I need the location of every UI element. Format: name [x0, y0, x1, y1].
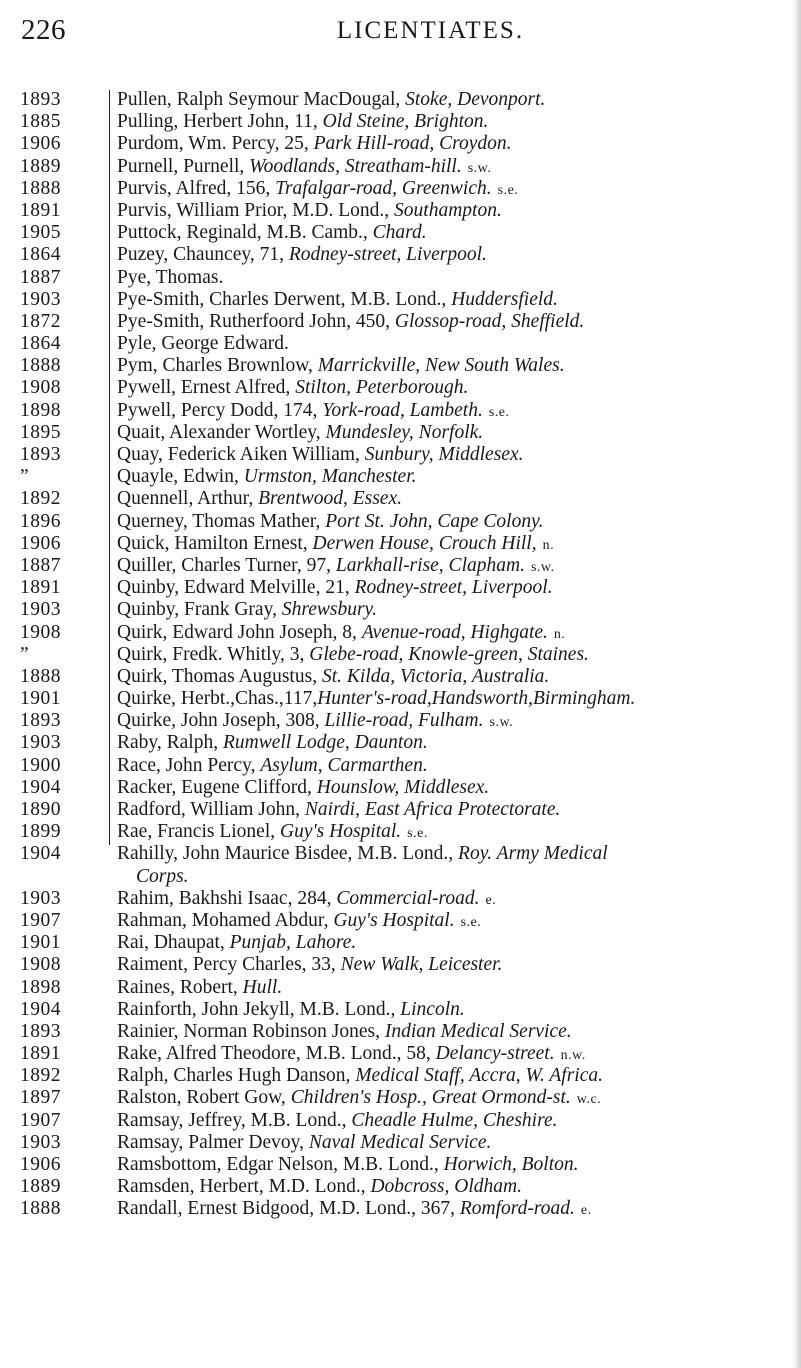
entry-name: Pye-Smith, Charles Derwent, M.B. Lond., — [117, 288, 452, 310]
entry-address: Avenue-road, Highgate. — [361, 621, 548, 643]
entry-text — [117, 355, 571, 379]
entry-name: Quirk, Fredk. Whitly, 3, — [117, 643, 310, 665]
entry-name: Raby, Ralph, — [117, 732, 223, 754]
entry-text — [117, 267, 229, 291]
entry-address: Brentwood, Essex. — [258, 488, 402, 510]
entry-year: 1893 — [20, 710, 61, 732]
entry-address: Glebe-road, Knowle-green, Staines. — [309, 643, 589, 665]
entry-year: 1864 — [20, 244, 61, 266]
entry-address: Dobcross, Oldham. — [370, 1176, 522, 1198]
entry-year: 1903 — [20, 599, 61, 621]
entry-name: Raiment, Percy Charles, 33, — [117, 954, 341, 976]
entry-district: n. — [542, 537, 555, 553]
entry-address: Rumwell Lodge, Daunton. — [222, 732, 428, 754]
page-edge-shadow — [793, 0, 801, 1368]
entry-district: n. — [553, 626, 566, 642]
entry-text — [117, 178, 518, 202]
entry-address: Naval Medical Service. — [308, 1131, 492, 1153]
entry-text — [117, 644, 595, 668]
entry-name: Pyle, George Edward. — [117, 333, 289, 355]
entry-name: Pye, Thomas. — [117, 266, 224, 288]
entry-address: New Walk, Leicester. — [340, 954, 503, 976]
entry-district: s.e. — [488, 404, 510, 420]
entry-year: 1907 — [20, 909, 61, 931]
entry-row — [0, 1198, 801, 1220]
entry-name: Quait, Alexander Wortley, — [117, 421, 326, 443]
entry-address: Woodlands, Streatham-hill. — [249, 155, 462, 177]
entry-text — [117, 666, 555, 690]
entry-row — [0, 333, 801, 355]
entry-row — [0, 843, 801, 865]
entry-name: Quirk, Edward John Joseph, 8, — [117, 621, 362, 643]
entry-text — [117, 466, 423, 490]
entry-district: n.w. — [560, 1048, 586, 1064]
entry-name: Quirke, Herbt.,Chas.,117, — [117, 688, 318, 710]
entry-text — [117, 311, 590, 335]
entry-text — [117, 843, 614, 867]
entry-address: Mundesley, Norfolk. — [325, 421, 484, 443]
entry-address: York-road, Lambeth. — [322, 399, 483, 421]
entry-name: Ramsden, Herbert, M.D. Lond., — [117, 1176, 371, 1198]
entry-address: Park Hill-road, Croydon. — [313, 133, 512, 155]
entry-name: Racker, Eugene Clifford, — [117, 776, 317, 798]
entry-name: Purvis, William Prior, M.D. Lond., — [117, 199, 395, 221]
entry-row — [0, 1065, 801, 1087]
entry-text — [117, 577, 559, 601]
entry-name: Rahilly, John Maurice Bisdee, M.B. Lond., — [117, 843, 459, 865]
entry-year: 1904 — [20, 843, 61, 865]
entry-name: Rake, Alfred Theodore, M.B. Lond., 58, — [117, 1043, 436, 1065]
entry-year: 1891 — [20, 577, 61, 599]
entry-address: Roy. Army Medical — [458, 843, 608, 865]
entry-text — [136, 866, 195, 890]
entry-year: 1888 — [20, 1198, 61, 1220]
entry-row — [0, 178, 801, 200]
entry-year: 1892 — [20, 488, 61, 510]
entry-name: Radford, William John, — [117, 799, 305, 820]
entry-year: 1885 — [20, 111, 61, 133]
entry-year: 1901 — [20, 932, 61, 954]
entry-year: 1899 — [20, 821, 61, 843]
entry-text — [117, 555, 555, 579]
entry-year: 1906 — [20, 1154, 61, 1175]
entry-row — [0, 732, 801, 754]
entry-address: Hunter's-road,Handsworth,Birmingham. — [317, 688, 636, 710]
entry-year: 1888 — [20, 665, 61, 687]
entry-text — [117, 688, 641, 712]
entry-row — [0, 244, 801, 266]
entry-name: Quinby, Frank Gray, — [117, 599, 282, 621]
entry-address: Commercial-road. — [336, 887, 480, 909]
entry-row — [0, 977, 801, 999]
entry-year: 1903 — [20, 887, 61, 909]
entry-address: Guy's Hospital. — [333, 909, 455, 931]
entry-year: 1887 — [20, 266, 61, 288]
entry-text — [117, 1132, 497, 1156]
entry-address: Port St. John, Cape Colony. — [325, 510, 544, 532]
entry-year: 1892 — [20, 1065, 61, 1087]
entry-address: Corps. — [136, 865, 189, 887]
entry-name: Rainier, Norman Robinson Jones, — [117, 1020, 385, 1042]
entry-name: Rahim, Bakhshi Isaac, 284, — [117, 887, 337, 909]
entry-text — [117, 1043, 586, 1067]
entry-address: Rodney-street, Liverpool. — [354, 577, 553, 599]
entry-row — [0, 533, 801, 555]
entry-address: Derwen House, Crouch Hill, — [312, 532, 537, 554]
entry-row — [0, 710, 801, 732]
entry-text — [117, 156, 491, 180]
entry-text — [117, 444, 529, 468]
entry-row — [0, 954, 801, 976]
entry-row — [0, 377, 801, 399]
entry-year: 1904 — [20, 998, 61, 1020]
entry-year: 1906 — [20, 133, 61, 155]
entry-row — [0, 644, 801, 666]
entry-year: 1908 — [20, 621, 61, 643]
entry-text — [117, 111, 494, 135]
entry-name: Purdom, Wm. Percy, 25, — [117, 133, 314, 155]
entry-text — [117, 954, 508, 978]
entry-address: Old Steine, Brighton. — [322, 111, 489, 133]
entry-name: Race, John Percy, — [117, 754, 261, 776]
entry-text — [117, 888, 496, 912]
entry-address: Hull. — [242, 976, 283, 998]
entry-name: Raines, Robert, — [117, 976, 243, 998]
entry-address: Cheadle Hulme, Cheshire. — [351, 1109, 558, 1131]
entry-name: Ralph, Charles Hugh Danson, — [117, 1065, 356, 1087]
entry-district: s.e. — [460, 914, 482, 930]
entry-district: s.e. — [497, 182, 519, 198]
entry-row — [0, 599, 801, 621]
entry-name: Quay, Federick Aiken William, — [117, 444, 365, 465]
entry-district: e. — [485, 892, 497, 908]
entry-text — [117, 622, 565, 646]
entry-text — [117, 710, 513, 734]
entry-text — [117, 377, 474, 401]
entry-text — [117, 333, 295, 357]
licentiate-list — [0, 89, 801, 1221]
entry-year: 1889 — [20, 155, 61, 177]
entry-row — [0, 999, 801, 1021]
entry-row — [0, 688, 801, 710]
entry-name: Rae, Francis Lionel, — [117, 821, 280, 843]
entry-year: 1872 — [20, 310, 61, 332]
entry-row — [0, 355, 801, 377]
entry-address: Romford-road. — [459, 1198, 575, 1220]
entry-year: 1897 — [20, 1087, 61, 1109]
entry-row — [0, 1176, 801, 1198]
entry-year: 1908 — [20, 377, 61, 399]
entry-row — [0, 666, 801, 688]
entry-row — [0, 311, 801, 333]
entry-address: Asylum, Carmarthen. — [260, 754, 428, 776]
entry-text — [117, 400, 510, 424]
entry-continuation — [0, 866, 801, 888]
entry-text — [117, 599, 383, 623]
entry-row — [0, 555, 801, 577]
entry-address: Lincoln. — [400, 998, 465, 1020]
entry-text — [117, 1087, 601, 1111]
entry-row — [0, 910, 801, 932]
entry-address: Indian Medical Service. — [384, 1020, 572, 1042]
entry-row — [0, 488, 801, 510]
entry-name: Quirk, Thomas Augustus, — [117, 665, 322, 687]
entry-name: Pym, Charles Brownlow, — [117, 355, 318, 377]
entry-name: Ramsay, Palmer Devoy, — [117, 1131, 309, 1153]
entry-row — [0, 200, 801, 222]
entry-address: Stilton, Peterborough. — [295, 377, 469, 399]
entry-address: Marrickville, New South Wales. — [317, 355, 565, 377]
entry-year: 1907 — [20, 1109, 61, 1131]
entry-row — [0, 222, 801, 244]
entry-address: Medical Staff, Accra, W. Africa. — [355, 1065, 604, 1087]
entry-row — [0, 622, 801, 644]
entry-address: Horwich, Bolton. — [443, 1154, 579, 1175]
entry-year: 1890 — [20, 799, 61, 820]
entry-text — [117, 133, 518, 157]
entry-text — [117, 910, 481, 934]
entry-row — [0, 777, 801, 799]
entry-year: 1898 — [20, 399, 61, 421]
entry-row — [0, 1132, 801, 1154]
entry-text — [117, 821, 428, 845]
entry-row — [0, 156, 801, 178]
entry-text — [117, 89, 551, 113]
entry-text — [117, 289, 564, 313]
entry-year: ” — [20, 643, 30, 665]
entry-district: e. — [580, 1203, 592, 1219]
entry-name: Purnell, Purnell, — [117, 155, 250, 177]
entry-year: 1903 — [20, 732, 61, 754]
entry-text — [117, 1110, 564, 1134]
entry-text — [117, 932, 362, 956]
entry-row — [0, 444, 801, 466]
entry-row — [0, 932, 801, 954]
entry-row — [0, 400, 801, 422]
entry-district: s.w. — [489, 715, 514, 731]
entry-address: Urmston, Manchester. — [243, 466, 417, 488]
entry-district: s.w. — [530, 559, 555, 575]
entry-name: Pye-Smith, Rutherfoord John, 450, — [117, 310, 395, 332]
entry-year: 1864 — [20, 333, 61, 355]
entry-address: Chard. — [372, 222, 427, 244]
entry-year: 1889 — [20, 1176, 61, 1198]
entry-year: 1903 — [20, 288, 61, 310]
entry-row — [0, 888, 801, 910]
entry-name: Pywell, Ernest Alfred, — [117, 377, 296, 399]
entry-name: Randall, Ernest Bidgood, M.D. Lond., 367, — [117, 1198, 460, 1220]
entry-text — [117, 511, 550, 535]
entry-address: Stoke, Devonport. — [405, 89, 546, 110]
entry-name: Rahman, Mohamed Abdur, — [117, 909, 334, 931]
entry-row — [0, 821, 801, 843]
entry-row — [0, 1043, 801, 1065]
entry-row — [0, 466, 801, 488]
entry-row — [0, 111, 801, 133]
entry-name: Rainforth, John Jekyll, M.B. Lond., — [117, 998, 401, 1020]
entry-text — [117, 732, 434, 756]
entry-year: 1900 — [20, 754, 61, 776]
entry-name: Pywell, Percy Dodd, 174, — [117, 399, 323, 421]
entry-address: Shrewsbury. — [281, 599, 377, 621]
entry-address: Larkhall-rise, Clapham. — [335, 554, 525, 576]
entry-text — [117, 1176, 528, 1200]
entry-address: Hounslow, Middlesex. — [316, 776, 490, 798]
entry-year: ” — [20, 466, 30, 488]
entry-year: 1906 — [20, 532, 61, 554]
entry-text — [117, 799, 566, 823]
entry-address: Huddersfield. — [451, 288, 558, 310]
entry-text — [117, 755, 434, 779]
entry-row — [0, 755, 801, 777]
entry-address: Lillie-road, Fulham. — [324, 710, 484, 732]
entry-row — [0, 1021, 801, 1043]
entry-year: 1901 — [20, 688, 61, 710]
entry-text — [117, 244, 493, 268]
entry-address: Rodney-street, Liverpool. — [288, 244, 487, 266]
entry-name: Ralston, Robert Gow, — [117, 1087, 291, 1109]
entry-year: 1903 — [20, 1131, 61, 1153]
entry-name: Querney, Thomas Mather, — [117, 510, 326, 532]
entry-name: Quiller, Charles Turner, 97, — [117, 554, 336, 576]
entry-name: Ramsay, Jeffrey, M.B. Lond., — [117, 1109, 352, 1131]
entry-year: 1908 — [20, 954, 61, 976]
entry-name: Puzey, Chauncey, 71, — [117, 244, 289, 266]
entry-address: St. Kilda, Victoria, Australia. — [321, 665, 550, 687]
entry-address: Punjab, Lahore. — [229, 932, 357, 954]
entry-address: Delancy-street. — [435, 1043, 555, 1065]
entry-name: Quinby, Edward Melville, 21, — [117, 577, 355, 599]
entry-year: 1893 — [20, 444, 61, 465]
entry-text — [117, 1021, 578, 1045]
entry-row — [0, 511, 801, 533]
entry-row — [0, 577, 801, 599]
entry-name: Ramsbottom, Edgar Nelson, M.B. Lond., — [117, 1154, 444, 1175]
entry-name: Pulling, Herbert John, 11, — [117, 111, 323, 133]
entry-address: Guy's Hospital. — [280, 821, 402, 843]
entry-text — [117, 200, 508, 224]
entry-year: 1887 — [20, 554, 61, 576]
entry-text — [117, 1154, 584, 1178]
entry-year: 1905 — [20, 222, 61, 244]
entry-text — [117, 488, 408, 512]
entry-row — [0, 267, 801, 289]
entry-year: 1888 — [20, 177, 61, 199]
entry-row — [0, 289, 801, 311]
entry-name: Rai, Dhaupat, — [117, 932, 230, 954]
entry-row — [0, 89, 801, 111]
page-number: 226 — [21, 14, 66, 46]
entry-name: Pullen, Ralph Seymour MacDougal, — [117, 89, 406, 110]
entry-year: 1888 — [20, 355, 61, 377]
entry-year: 1891 — [20, 199, 61, 221]
entry-year: 1891 — [20, 1043, 61, 1065]
entry-text — [117, 1065, 609, 1089]
entry-row — [0, 1087, 801, 1109]
entry-text — [117, 1198, 592, 1222]
entry-row — [0, 422, 801, 444]
entry-year: 1893 — [20, 1020, 61, 1042]
entry-name: Quayle, Edwin, — [117, 466, 244, 488]
entry-row — [0, 1110, 801, 1132]
entry-row — [0, 133, 801, 155]
entry-year: 1895 — [20, 421, 61, 443]
entry-text — [117, 999, 471, 1023]
entry-year: 1893 — [20, 89, 61, 110]
entry-row — [0, 799, 801, 821]
entry-name: Quennell, Arthur, — [117, 488, 259, 510]
entry-text — [117, 977, 288, 1001]
entry-district: s.w. — [467, 160, 492, 176]
entry-text — [117, 533, 554, 557]
entry-address: Southampton. — [394, 199, 502, 221]
entry-text — [117, 777, 495, 801]
entry-district: w.c. — [576, 1092, 602, 1108]
entry-text — [117, 422, 489, 446]
entry-address: Trafalgar-road, Greenwich. — [275, 177, 492, 199]
entry-year: 1896 — [20, 510, 61, 532]
entry-text — [117, 222, 433, 246]
entry-year: 1904 — [20, 776, 61, 798]
entry-year: 1898 — [20, 976, 61, 998]
entry-address: Children's Hosp., Great Ormond-st. — [290, 1087, 571, 1109]
entry-name: Quick, Hamilton Ernest, — [117, 532, 313, 554]
entry-name: Purvis, Alfred, 156, — [117, 177, 276, 199]
entry-address: Sunbury, Middlesex. — [364, 444, 524, 465]
entry-name: Quirke, John Joseph, 308, — [117, 710, 325, 732]
entry-row — [0, 1154, 801, 1176]
entry-address: Glossop-road, Sheffield. — [394, 310, 585, 332]
entry-address: Nairdi, East Africa Protectorate. — [304, 799, 561, 820]
running-head: LICENTIATES. — [336, 17, 525, 44]
entry-district: s.e. — [407, 826, 428, 842]
entry-name: Puttock, Reginald, M.B. Camb., — [117, 222, 373, 244]
